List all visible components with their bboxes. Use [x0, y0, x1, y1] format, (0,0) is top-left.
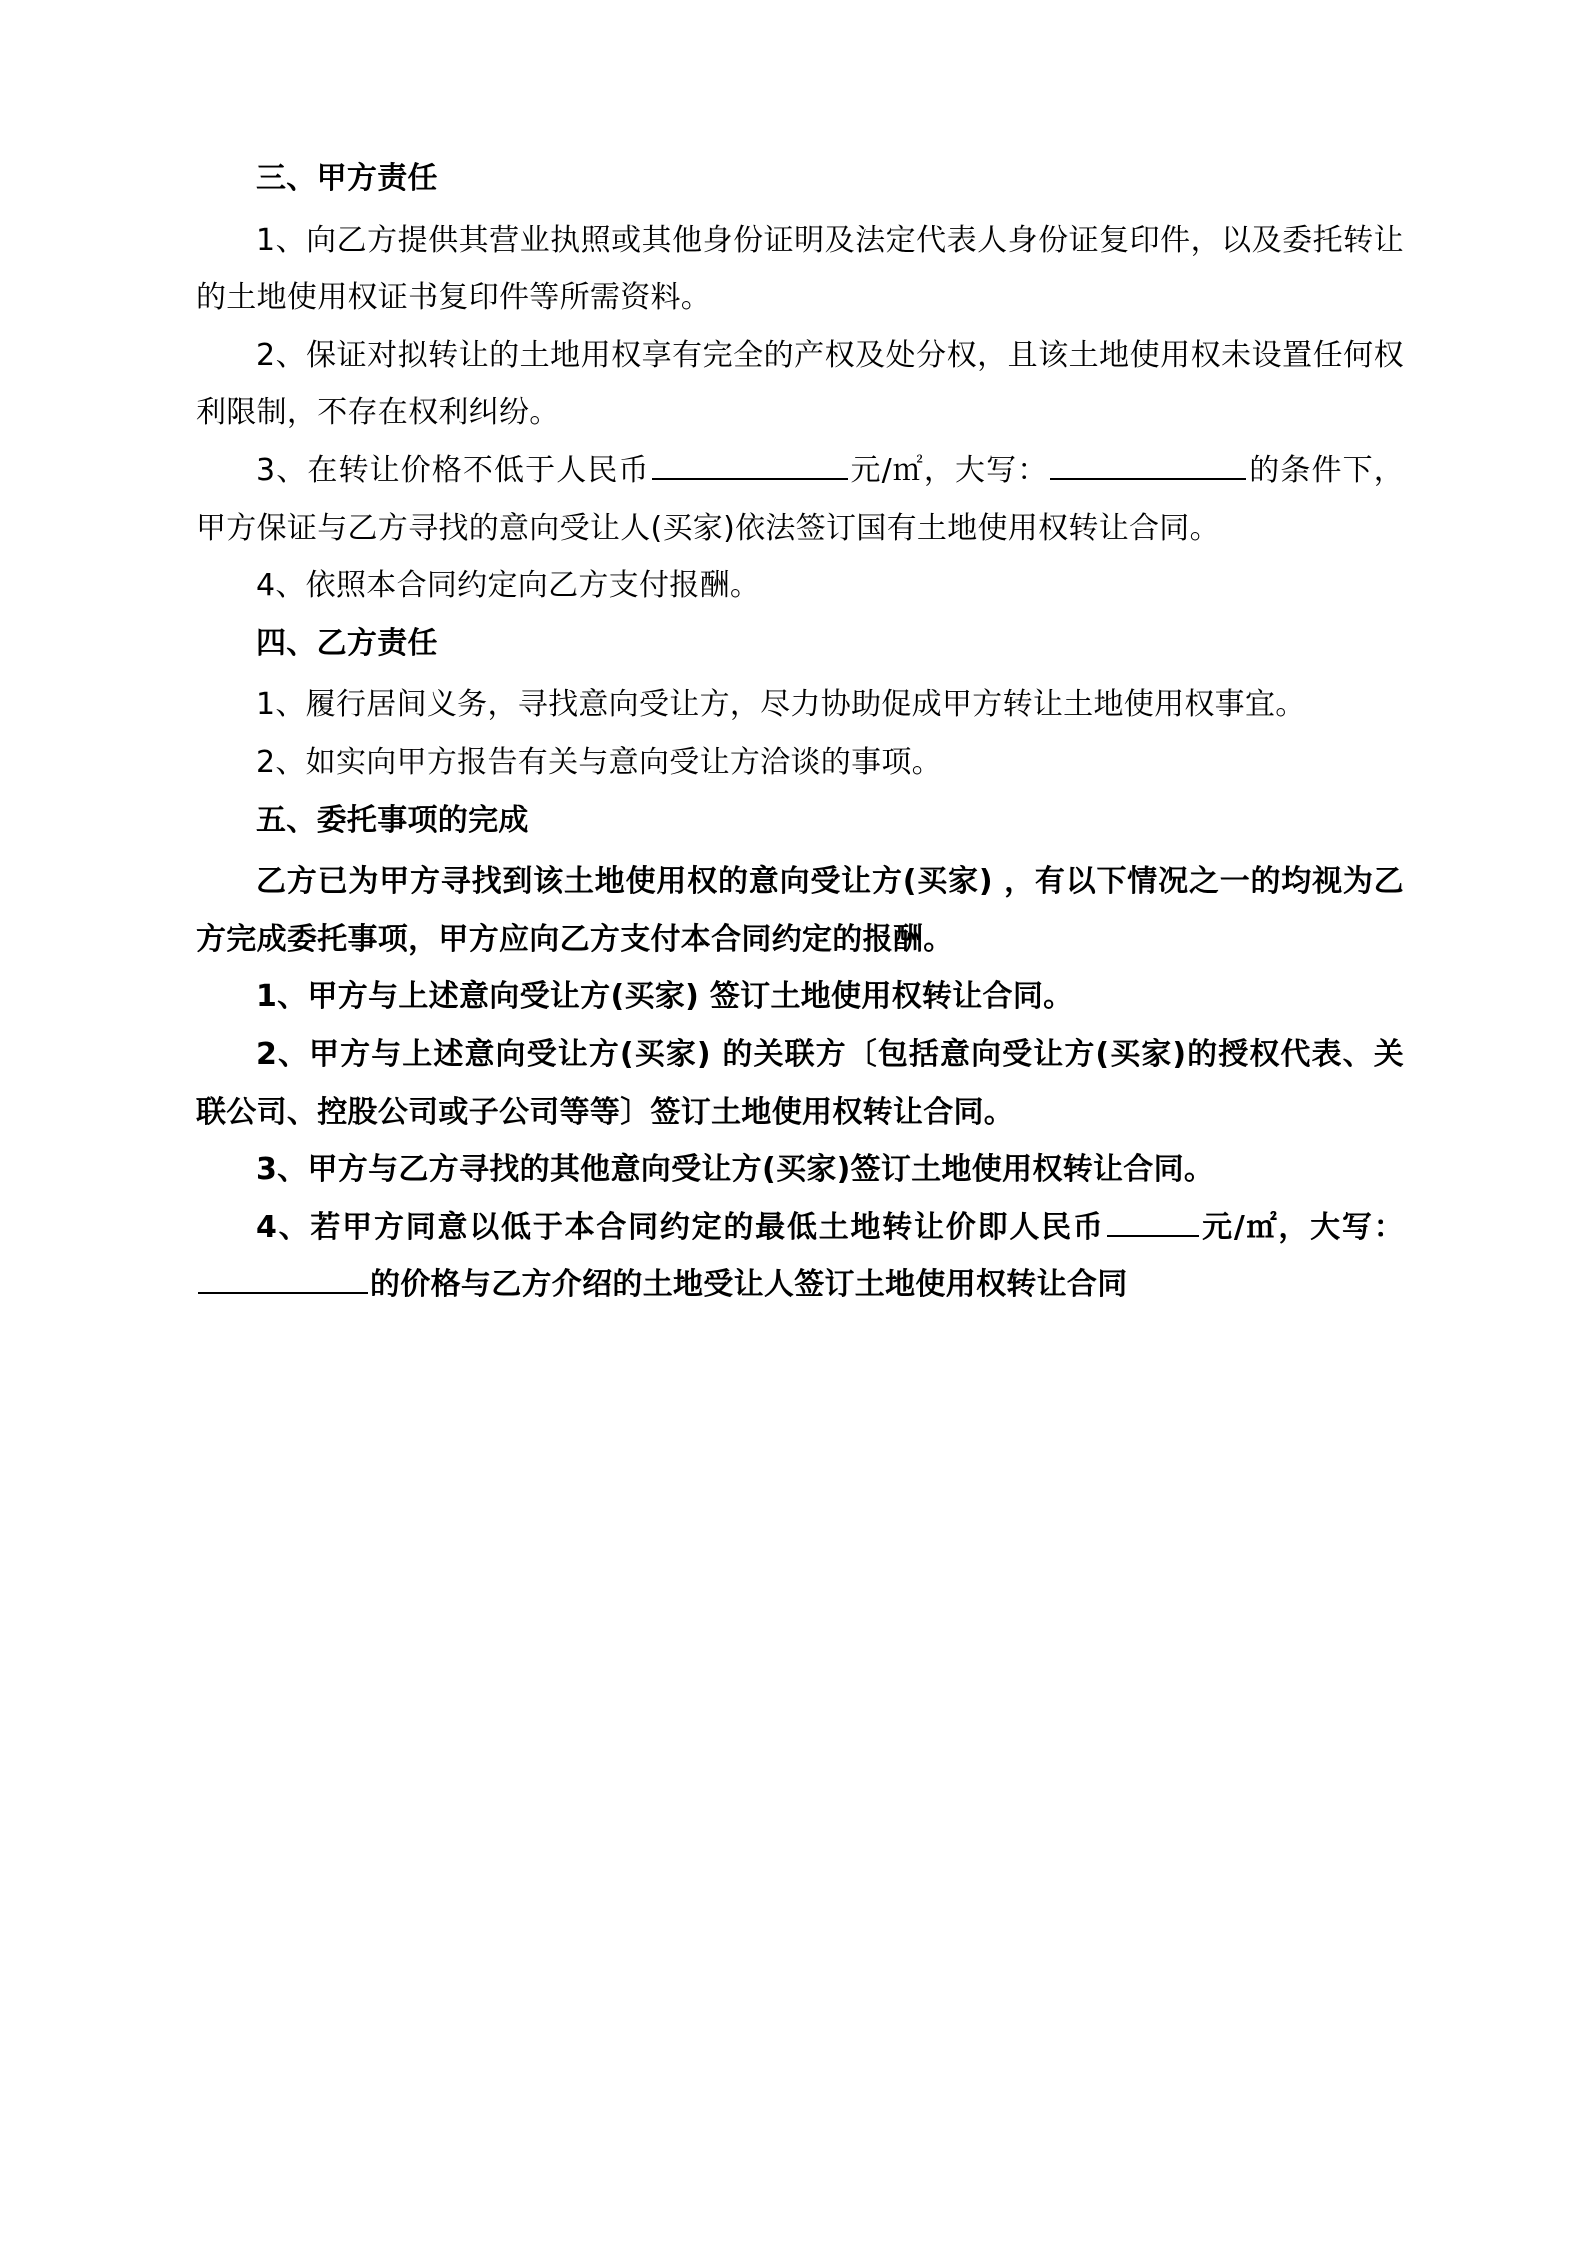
section-4-item-2: 2、如实向甲方报告有关与意向受让方洽谈的事项。	[256, 744, 942, 780]
section-3-item-1: 1、向乙方提供其营业执照或其他身份证明及法定代表人身份证复印件，以及委托转让的土地使用权证书复印件等所需资料。	[196, 222, 1404, 316]
section-5-item-4-suffix: 的价格与乙方介绍的土地受让人签订土地使用权转让合同	[370, 1267, 1128, 1303]
section-heading-3: 三、甲方责任	[256, 161, 438, 196]
price-blank-field-1[interactable]	[652, 450, 848, 480]
price-words-blank-field-1[interactable]	[1050, 450, 1246, 480]
section-3-item-4: 4、依照本合同约定向乙方支付报酬。	[256, 568, 761, 604]
section-3-item-3-suffix: 的条件下，甲方保证与乙方寻找的意向受让人(买家)依法签订国有土地使用权转让合同。	[196, 452, 1404, 546]
section-5-item-1: 1、甲方与上述意向受让方(买家) 签订土地使用权转让合同。	[256, 979, 1074, 1015]
section-3-item-3-mid: 元/㎡，大写：	[849, 452, 1049, 488]
document-body	[196, 150, 1404, 1314]
section-5-item-2: 2、甲方与上述意向受让方(买家) 的关联方〔包括意向受让方(买家)的授权代表、关联公司、控股公司或子公司等等〕签订土地使用权转让合同。	[196, 1036, 1404, 1130]
section-5-item-4-mid: 元/㎡，大写：	[1200, 1209, 1404, 1245]
section-5-intro: 乙方已为甲方寻找到该土地使用权的意向受让方(买家) ，有以下情况之一的均视为乙方完成委托事项，甲方应向乙方支付本合同约定的报酬。	[196, 864, 1404, 957]
section-5-item-3: 3、甲方与乙方寻找的其他意向受让方(买家)签订土地使用权转让合同。	[256, 1152, 1215, 1188]
section-5-item-4	[196, 1199, 1404, 1314]
section-3-item-3	[196, 442, 1404, 557]
section-heading-5: 五、委托事项的完成	[256, 802, 529, 838]
section-4-item-1: 1、履行居间义务，寻找意向受让方，尽力协助促成甲方转让土地使用权事宜。	[256, 687, 1306, 723]
price-words-blank-field-2[interactable]	[198, 1264, 368, 1294]
section-3-item-3-prefix: 3、在转让价格不低于人民币	[256, 452, 650, 488]
section-heading-4: 四、乙方责任	[256, 625, 438, 661]
price-blank-field-2[interactable]	[1107, 1207, 1199, 1237]
section-3-item-2: 2、保证对拟转让的土地用权享有完全的产权及处分权，且该土地使用权未设置任何权利限制，不存在权利纠纷。	[196, 337, 1404, 431]
section-5-item-4-prefix: 4、若甲方同意以低于本合同约定的最低土地转让价即人民币	[256, 1209, 1105, 1245]
